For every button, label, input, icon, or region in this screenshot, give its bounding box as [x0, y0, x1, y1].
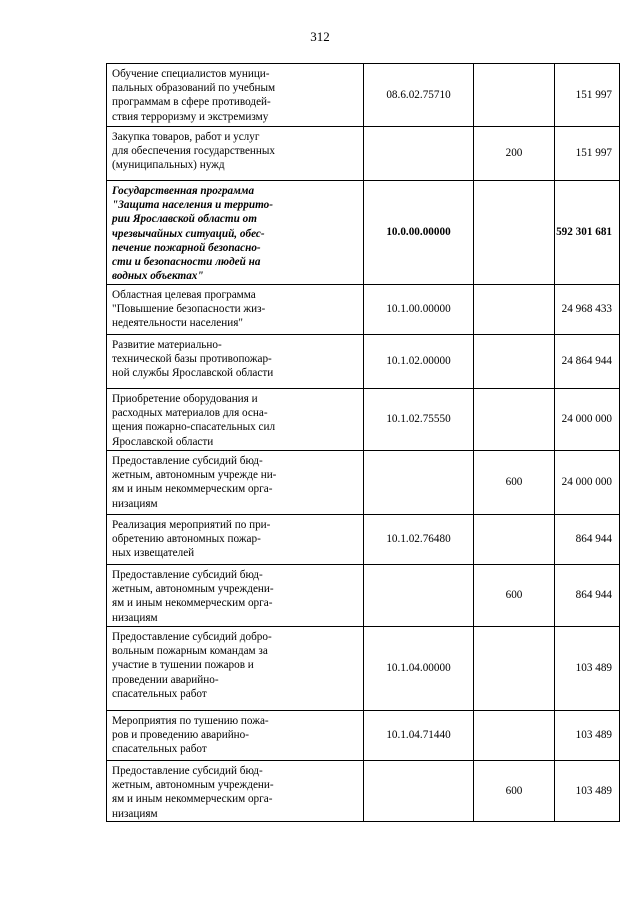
row-description: Обучение специалистов муници- пальных образований по учебным программам в сфере противодей- ствия терроризму и экстремизму [107, 64, 364, 127]
table-body [107, 64, 620, 822]
row-description: Развитие материально- технической базы противопожар- ной службы Ярославской области [107, 335, 364, 389]
budget-table [106, 63, 620, 822]
row-description: Областная целевая программа "Повышение безопасности жиз- недеятельности населения" [107, 285, 364, 335]
row-amount: 864 944 [555, 515, 620, 565]
row-target-code [364, 565, 474, 627]
table-row [107, 711, 620, 761]
row-amount: 103 489 [555, 711, 620, 761]
row-expense-type: 600 [474, 451, 555, 515]
row-target-code: 10.1.04.00000 [364, 627, 474, 711]
row-expense-type [474, 285, 555, 335]
row-amount: 592 301 681 [555, 181, 620, 285]
row-description: Приобретение оборудования и расходных материалов для осна- щения пожарно-спасательных сил Ярославской области [107, 389, 364, 451]
row-target-code: 10.1.04.71440 [364, 711, 474, 761]
row-description: Предоставление субсидий бюд- жетным, автономным учреждени- ям и иным некоммерческим орга- низациям [107, 761, 364, 822]
row-expense-type [474, 64, 555, 127]
row-target-code [364, 127, 474, 181]
row-description: Реализация мероприятий по при- обретению автономных пожар- ных извещателей [107, 515, 364, 565]
row-target-code: 08.6.02.75710 [364, 64, 474, 127]
row-expense-type: 200 [474, 127, 555, 181]
table-row [107, 335, 620, 389]
row-amount: 24 968 433 [555, 285, 620, 335]
row-target-code: 10.1.02.76480 [364, 515, 474, 565]
table-row [107, 451, 620, 515]
row-description: Предоставление субсидий бюд- жетным, автономным учреждени- ям и иным некоммерческим орга- низациям [107, 565, 364, 627]
table-row [107, 127, 620, 181]
row-target-code: 10.1.00.00000 [364, 285, 474, 335]
row-target-code [364, 761, 474, 822]
row-amount: 864 944 [555, 565, 620, 627]
row-expense-type [474, 181, 555, 285]
row-amount: 103 489 [555, 761, 620, 822]
row-target-code: 10.1.02.00000 [364, 335, 474, 389]
row-expense-type [474, 711, 555, 761]
table-row [107, 181, 620, 285]
page-number: 312 [310, 29, 330, 44]
row-description: Предоставление субсидий бюд- жетным, автономным учрежде ни- ям и иным некоммерческим орга- низациям [107, 451, 364, 515]
table-row [107, 761, 620, 822]
row-amount: 151 997 [555, 127, 620, 181]
table-row [107, 389, 620, 451]
row-description: Закупка товаров, работ и услуг для обеспечения государственных (муниципальных) нужд [107, 127, 364, 181]
row-amount: 24 864 944 [555, 335, 620, 389]
row-expense-type: 600 [474, 565, 555, 627]
row-target-code [364, 451, 474, 515]
row-target-code: 10.1.02.75550 [364, 389, 474, 451]
table-row [107, 64, 620, 127]
row-description: Мероприятия по тушению пожа- ров и проведению аварийно- спасательных работ [107, 711, 364, 761]
row-amount: 151 997 [555, 64, 620, 127]
row-expense-type [474, 627, 555, 711]
row-expense-type [474, 335, 555, 389]
row-amount: 103 489 [555, 627, 620, 711]
row-target-code: 10.0.00.00000 [364, 181, 474, 285]
row-description: Государственная программа "Защита населения и террито- рии Ярославской области от чрезвычайных ситуаций, обес- печение пожарной безопасно- сти и безопасности людей на водных объектах" [107, 181, 364, 285]
row-amount: 24 000 000 [555, 389, 620, 451]
table-row [107, 515, 620, 565]
row-expense-type: 600 [474, 761, 555, 822]
table-row [107, 285, 620, 335]
row-amount: 24 000 000 [555, 451, 620, 515]
table-row [107, 627, 620, 711]
row-expense-type [474, 515, 555, 565]
row-description: Предоставление субсидий добро- вольным пожарным командам за участие в тушении пожаров и проведении аварийно- спасательных работ [107, 627, 364, 711]
table-row [107, 565, 620, 627]
row-expense-type [474, 389, 555, 451]
